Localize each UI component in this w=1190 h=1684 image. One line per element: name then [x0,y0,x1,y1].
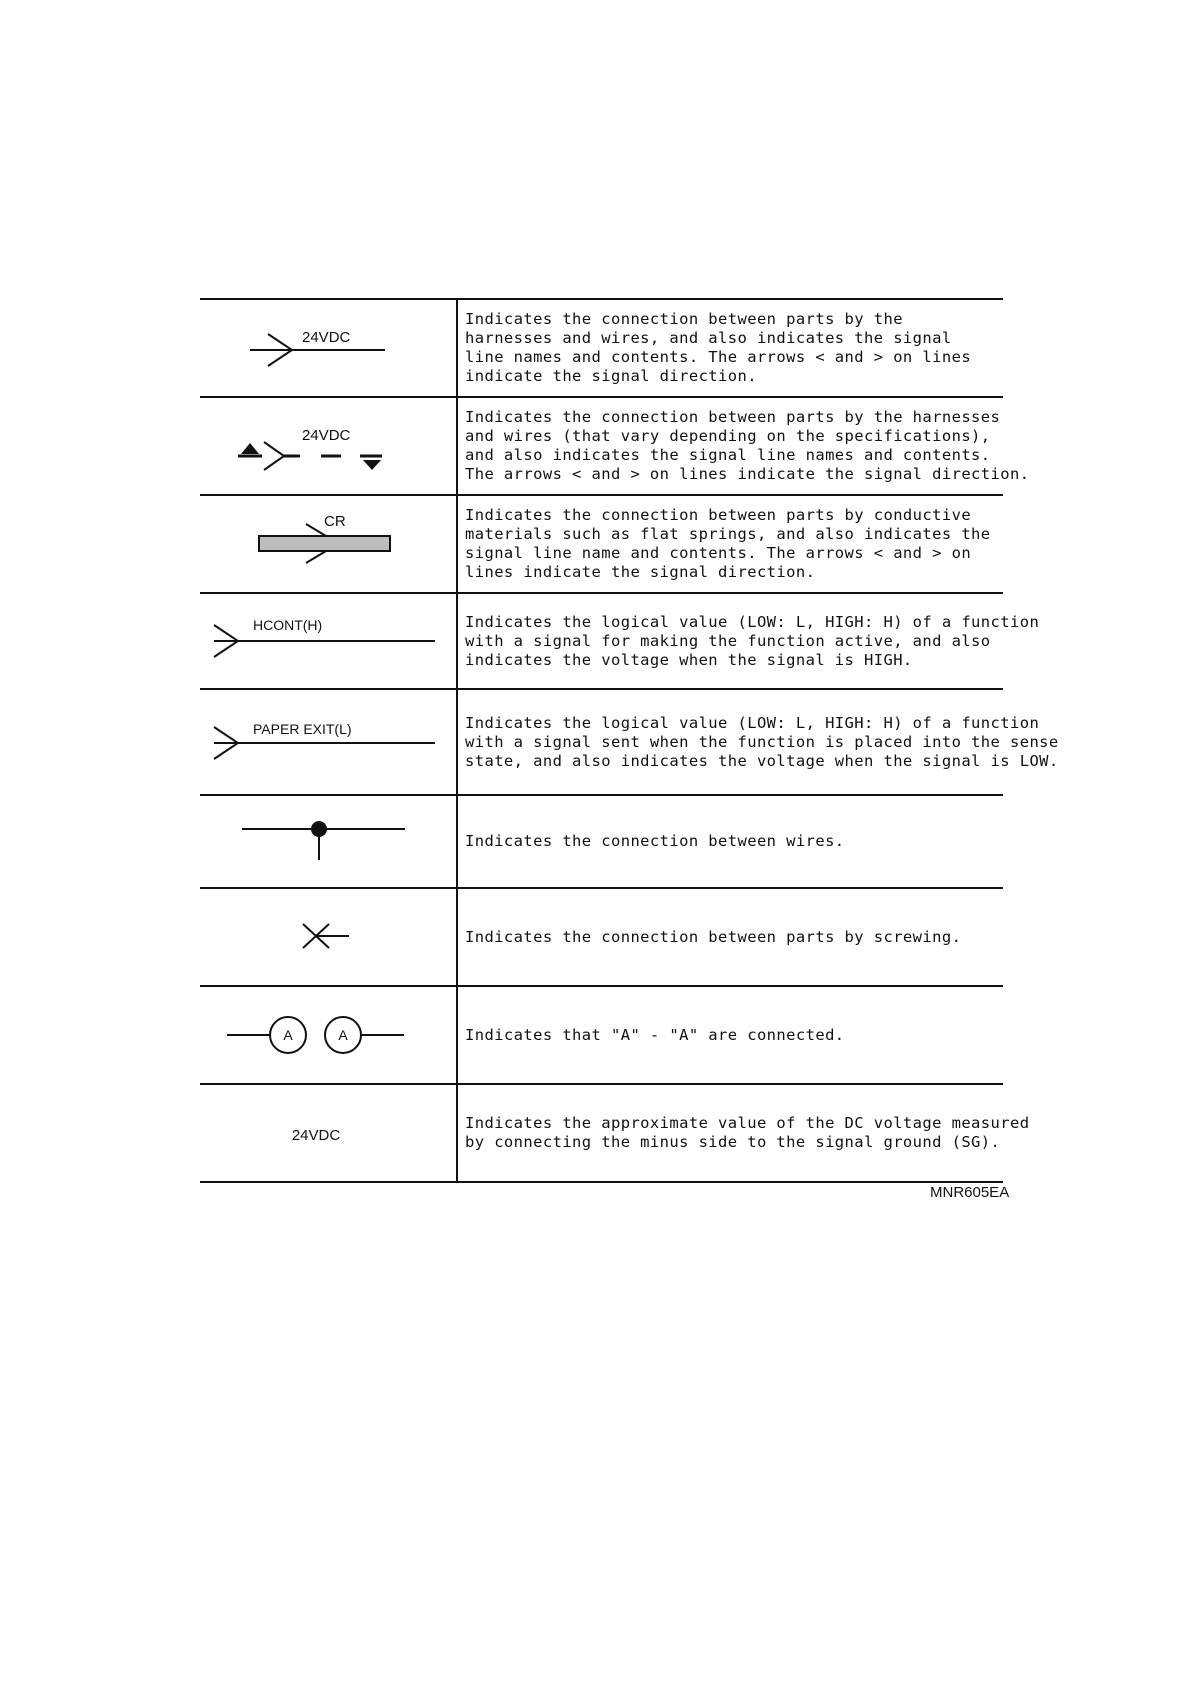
symbol-label: CR [324,513,346,530]
description-line: Indicates the connection between parts by the [465,310,903,328]
description-line: signal line name and contents. The arrows < and > on [465,544,972,562]
harness-arrow-line-icon [200,300,456,396]
description-line: and wires (that vary depending on the specifications), [465,427,991,445]
legend-row [200,496,1003,594]
description-line: Indicates the connection between wires. [465,832,845,850]
description-line: harnesses and wires, and also indicates the signal [465,329,952,347]
description-cell [458,796,1003,887]
legend-row [200,889,1003,987]
document-code: MNR605EA [930,1184,1010,1201]
description-line: Indicates that "A" - "A" are connected. [465,1025,845,1044]
conductive-material-arrow-icon [200,496,456,592]
symbol-cell [200,398,458,494]
signal-arrow-high-icon [200,594,456,688]
description-line: Indicates the logical value (LOW: L, HIGH: H) of a function [465,612,1040,631]
description-cell [458,594,1039,688]
description-line: materials such as flat springs, and also indicates the [465,525,991,543]
connection-label: A [338,1027,348,1043]
screw-connection-icon [200,889,456,985]
signal-arrow-low-icon [200,690,456,794]
symbol-label: HCONT(H) [253,617,323,633]
legend-row [200,796,1003,889]
symbol-cell [200,889,458,985]
description-cell [458,889,1003,985]
description-line: state, and also indicates the voltage when the signal is LOW. [465,751,1059,770]
description-cell [458,690,1059,794]
description-line: indicate the signal direction. [465,367,757,385]
connection-label: A [283,1027,293,1043]
description-line: Indicates the connection between parts by conductive [465,506,972,524]
symbol-cell [200,300,458,396]
description-line: The arrows < and > on lines indicate the signal direction. [465,465,1030,483]
symbol-cell [200,1085,458,1181]
description-cell [458,987,1003,1083]
symbol-label: PAPER EXIT(L) [253,721,352,737]
legend-row [200,690,1059,796]
description-line: Indicates the approximate value of the DC voltage measured [465,1114,1030,1132]
symbol-cell [200,496,458,592]
legend-row [200,1085,1030,1183]
description-cell [458,300,1003,396]
wire-junction-dot-icon [200,796,456,887]
description-cell [458,496,1003,592]
connection-circle-pair-icon [200,987,456,1083]
symbol-label: 24VDC [291,1127,341,1144]
description-line: with a signal for making the function active, and also [465,631,991,650]
description-line: lines indicate the signal direction. [465,563,816,581]
description-line: indicates the voltage when the signal is HIGH. [465,650,913,669]
description-line: by connecting the minus side to the signal ground (SG). [465,1133,1001,1151]
legend-row [200,987,1003,1085]
symbol-label: 24VDC [302,427,351,444]
description-line: Indicates the connection between parts by screwing. [465,927,962,946]
symbol-cell [200,987,458,1083]
description-cell [458,1085,1029,1181]
description-line: with a signal sent when the function is placed into the sense [465,732,1059,751]
description-line: Indicates the logical value (LOW: L, HIGH: H) of a function [465,713,1040,732]
description-line: line names and contents. The arrows < and > on lines [465,348,972,366]
symbol-cell [200,796,458,887]
legend-row [200,594,1040,690]
dc-voltage-label-icon [200,1085,456,1181]
symbol-cell [200,594,458,688]
symbol-cell [200,690,458,794]
description-line: Indicates the connection between parts by the harnesses [465,408,1001,426]
description-cell [458,398,1029,494]
symbol-label: 24VDC [302,329,351,346]
symbol-legend-table [200,298,1059,1183]
legend-row [200,398,1030,496]
dashed-harness-arrow-icon [200,398,456,494]
description-line: and also indicates the signal line names and contents. [465,446,991,464]
legend-row [200,300,1003,398]
